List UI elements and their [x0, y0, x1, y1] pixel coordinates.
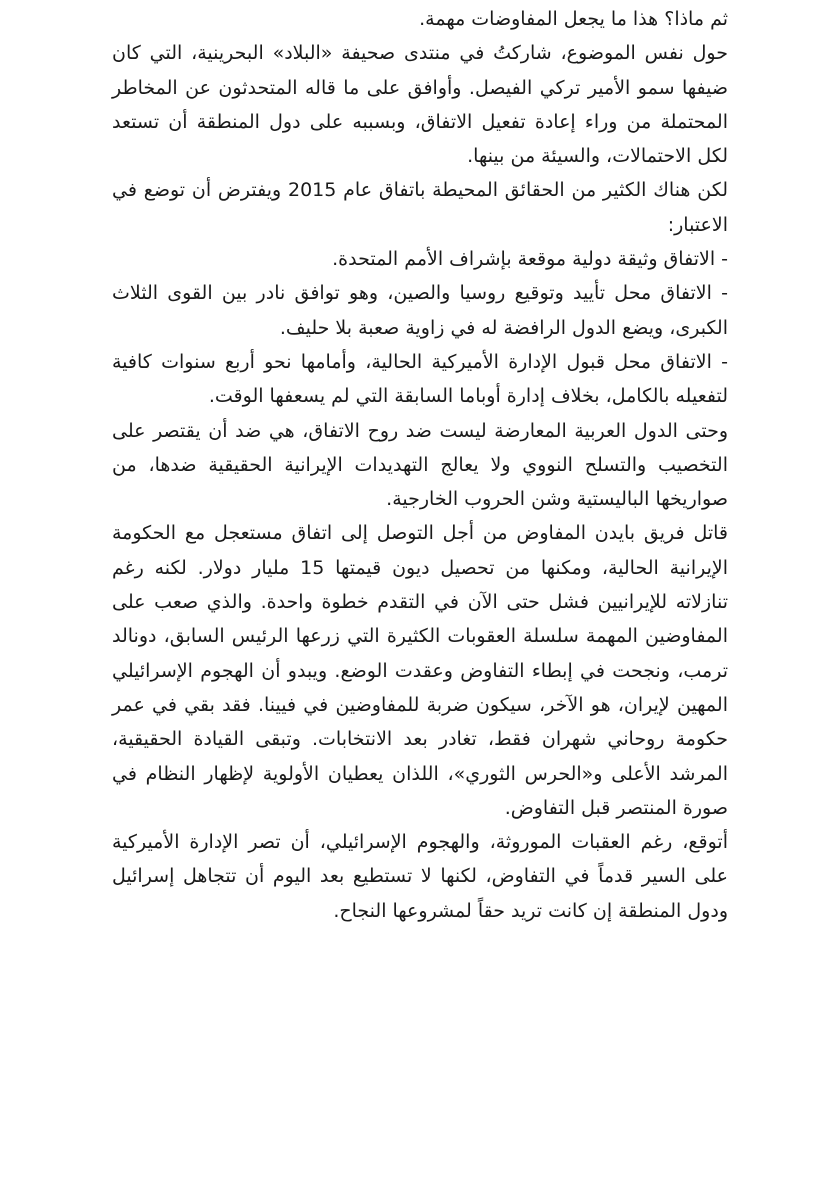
paragraph-4: وحتى الدول العربية المعارضة ليست ضد روح الاتفاق، هي ضد أن يقتصر على التخصيب والتسلح النووي ولا يعالج التهديدات الإيرانية الحقيقية ضدها، من صواريخها الباليستية وشن الحروب الخارجية.	[112, 419, 728, 511]
paragraph-6: أتوقع، رغم العقبات الموروثة، والهجوم الإسرائيلي، أن تصر الإدارة الأميركية على السير قدماً في التفاوض، لكنها لا تستطيع بعد اليوم أن تتجاهل إسرائيل ودول المنطقة إن كانت تريد حقاً لمشروعها النجاح.	[112, 831, 728, 922]
paragraph-1: ثم ماذا؟ هذا ما يجعل المفاوضات مهمة.	[419, 8, 728, 30]
bullet-item-2: - الاتفاق محل تأييد وتوقيع روسيا والصين، وهو توافق نادر بين القوى الثلاث الكبرى، ويضع الدول الرافضة له في زاوية صعبة بلا حليف.	[112, 282, 728, 339]
bullet-item-1: - الاتفاق وثيقة دولية موقعة بإشراف الأمم المتحدة.	[332, 248, 728, 271]
paragraph-3: لكن هناك الكثير من الحقائق المحيطة باتفاق عام 2015 ويفترض أن توضع في الاعتبار:	[112, 179, 728, 236]
bullet-item-3: - الاتفاق محل قبول الإدارة الأميركية الحالية، وأمامها نحو أربع سنوات كافية لتفعيله بالكامل، بخلاف إدارة أوباما السابقة التي لم يسعفها الوقت.	[112, 350, 728, 408]
article-body	[112, 2, 728, 928]
paragraph-5: قاتل فريق بايدن المفاوض من أجل التوصل إلى اتفاق مستعجل مع الحكومة الإيرانية الحالية، ومكنها من تحصيل ديون قيمتها 15 مليار دولار. لكنه رغم تنازلاته للإيرانيين فشل حتى الآن في التقدم خطوة واحدة. والذي صعب على المفاوضين المهمة سلسلة العقوبات الكثيرة التي زرعها الرئيس السابق، دونالد ترمب، ونجحت في إبطاء التفاوض وعقدت الوضع. ويبدو أن الهجوم الإسرائيلي المهين لإيران، هو الآخر، سيكون ضربة للمفاوضين في فيينا. فقد بقي في عمر حكومة روحاني شهران فقط، تغادر بعد الانتخابات. وتبقى القيادة الحقيقية، المرشد الأعلى و«الحرس الثوري»، اللذان يعطيان الأولوية لإظهار النظام في صورة المنتصر قبل التفاوض.	[112, 522, 728, 819]
paragraph-2: حول نفس الموضوع، شاركتُ في منتدى صحيفة «البلاد» البحرينية، التي كان ضيفها سمو الأمير تركي الفيصل. وأوافق على ما قاله المتحدثون عن المخاطر المحتملة من وراء إعادة تفعيل الاتفاق، وبسببه على دول المنطقة أن تستعد لكل الاحتمالات، والسيئة من بينها.	[112, 42, 728, 168]
